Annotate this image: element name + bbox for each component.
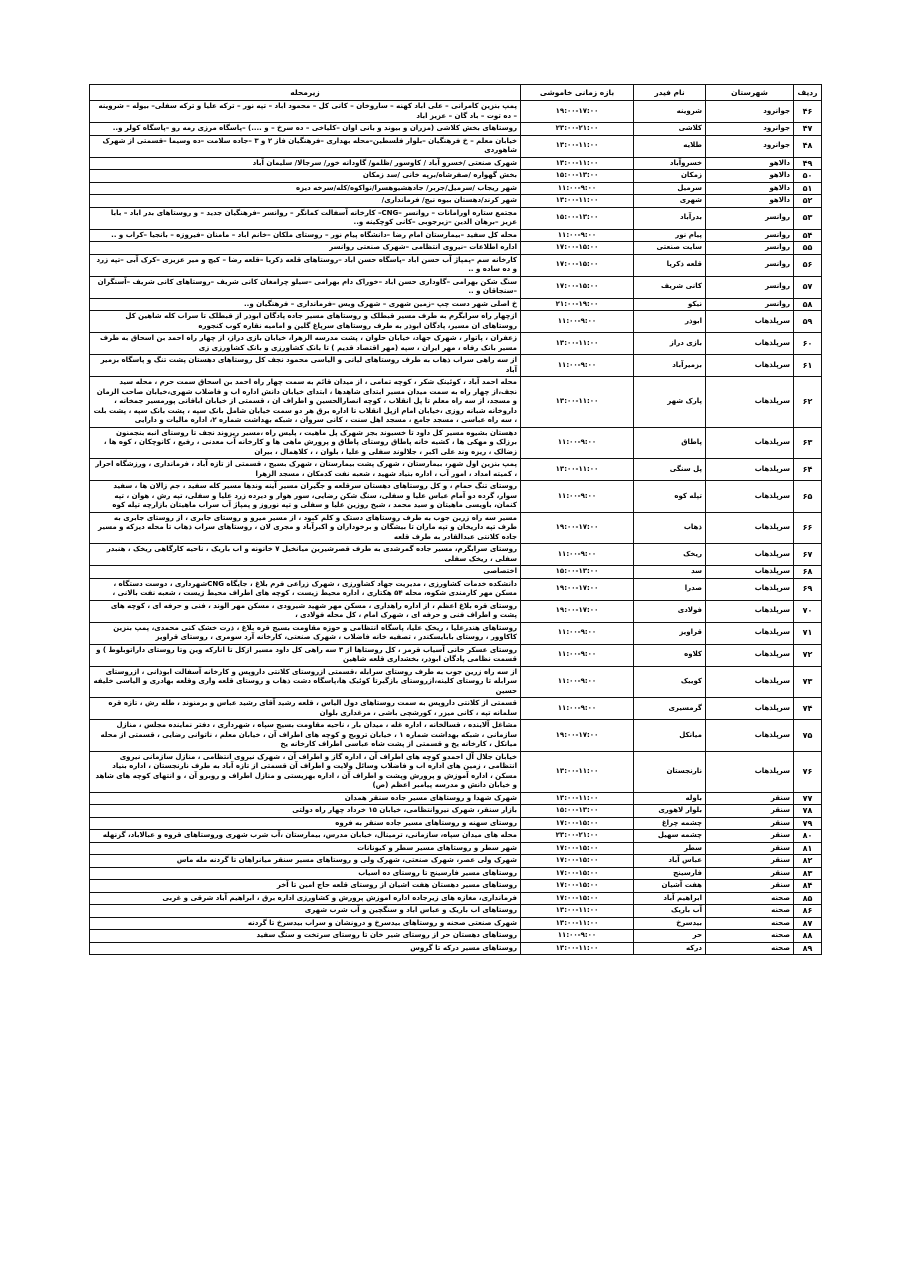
row-number-cell: ۸۹ (794, 942, 822, 955)
area-cell: روستای سرابگرم، مسیر جاده گمرشدی به طرف قصرشیرین میانخیل ۷ خانونه و اب باریک ، ناحیه کارگاهی ریخک ، هنبدر سفلی ، ریخک سفلی (90, 544, 521, 566)
area-cell: کارخانه سم –پمپاژ آب حسن اباد –پاسگاه حسن اباد –روستاهای قلعه ذکریا –قلعه رضا – کیچ و میر عزیزی –کرک آبی –تپه زرد و ده ساده و .. (90, 254, 521, 276)
city-cell: سرپلذهاب (706, 566, 794, 579)
table-row (90, 195, 822, 208)
outage-time-cell: ۱۷:۰۰-۱۵:۰۰ (521, 892, 634, 905)
feeder-cell: میانکل (634, 720, 706, 752)
city-cell: روانسر (706, 276, 794, 298)
row-number-cell: ۶۷ (794, 544, 822, 566)
feeder-cell: بیدسرخ (634, 917, 706, 930)
city-cell: سرپلذهاب (706, 622, 794, 644)
city-cell: سنقر (706, 817, 794, 830)
city-cell: دالاهو (706, 182, 794, 195)
city-cell: سرپلذهاب (706, 333, 794, 355)
area-cell: زعفران ، پاتوار ، شهرک جهاد، خیابان حلوان ، پشت مدرسه الزهرا، خیابان بازی دراز، از چهار راه احمد بن اسحاق به طرف مسیر بانک رفاه ، مهر ایران ، سپه (مهر اقتصاد قدیم ) تا بانک کشاورزی و بانک کشاورزی زی (90, 333, 521, 355)
city-cell: روانسر (706, 298, 794, 311)
city-cell: سنقر (706, 792, 794, 805)
outage-time-cell: ۱۳:۰۰-۱۱:۰۰ (521, 751, 634, 792)
row-number-cell: ۷۸ (794, 805, 822, 818)
feeder-cell: قراویز (634, 622, 706, 644)
area-cell: روستاهای اب باریک و عباس اباد و سنگچین و آب شرب شهری (90, 905, 521, 918)
outage-time-cell: ۲۳:۰۰-۲۱:۰۰ (521, 123, 634, 136)
outage-time-cell: ۱۳:۰۰-۱۱:۰۰ (521, 459, 634, 481)
table-row (90, 930, 822, 943)
outage-time-cell: ۱۷:۰۰-۱۵:۰۰ (521, 855, 634, 868)
row-number-cell: ۵۹ (794, 311, 822, 333)
area-cell: مشاغل آلاینده ، قسالخانه ، اداره غله ، میدان بار ، ناحیه مقاومت بسیج سپاه ، شهرداری ، دفتر نماینده مجلس ، منازل سازمانی ، شبکه بهداشت شماره ۱ ، خیابان تروبج و کوچه های اطراف آن ، خیابان معلم ، ناتوانی رضایی ، قسمتی از محله میانکل ، کارخانه یخ و قسمتی از پشت شاه عباسی اطراف کارخانه یخ (90, 720, 521, 752)
outage-time-cell: ۱۱:۰۰-۹:۰۰ (521, 544, 634, 566)
table-row (90, 544, 822, 566)
table-row (90, 666, 822, 698)
city-cell: روانسر (706, 254, 794, 276)
feeder-cell: بدرآباد (634, 207, 706, 229)
row-number-cell: ۸۳ (794, 867, 822, 880)
city-cell: سرپلذهاب (706, 459, 794, 481)
feeder-cell: شروینه (634, 101, 706, 123)
row-number-cell: ۴۶ (794, 101, 822, 123)
row-number-cell: ۸۱ (794, 842, 822, 855)
area-cell: بخش گهواره /صفرشاه/برپه خانی /سد زمکان (90, 170, 521, 183)
city-cell: صحنه (706, 905, 794, 918)
outage-table (89, 84, 822, 955)
area-cell: خیابان جلال آل احمدو کوچه های اطراف آن ، اداره گاز و اطراف آن ، شهرک نیروی انتظامی ، منازل سازمانی نیروی انتظامی ، زمین های اداره اب و فاضلاب وسائل ولایت و اطراف آن قسمتی از تازه آباد به طرف نارنجستان ، اداره بنیاد مسکن ، اداره آموزش و پرورش وپشت و اطراف آن ، اداره بهزیستی و منازل اطراف و روبرو آن ، و انتهای کوچه های شاهد و خیابان دانش و مدرسه پیامبر اعظم (ص) (90, 751, 521, 792)
table-row (90, 459, 822, 481)
area-cell: اداره اطلاعات –نیروی انتظامی –شهرک صنعتی روانسر (90, 242, 521, 255)
area-cell: محله کل سفید –بیمارستان امام رضا –دانشگاه پیام نور – روستای ملکان –خانم اباد – مامنان –فیروزه – بانجیا –کراب و .. (90, 229, 521, 242)
outage-time-cell: ۱۷:۰۰-۱۵:۰۰ (521, 242, 634, 255)
outage-time-cell: ۱۳:۰۰-۱۱:۰۰ (521, 905, 634, 918)
table-row (90, 123, 822, 136)
area-cell: روستاهای دهستان حر از روستای شیر خان تا روستای سرتخت و سنگ سفید (90, 930, 521, 943)
area-cell: روستای تنگ حمام ، و کل روستاهای دهستان سرقلعه و جگیران مسیر آینه وندها مسیر کله سفید ، جم زالان ها ، سفید سوار، گرده دو آمام عباس علیا و سفلی، سنگ شکن رضایی، سور هوار و دیرده زرد علیا و سفلی، تپه رش ، هوان ، تپه کنمان، باویسی ماهیتان و سید محمد ، شیخ روزین علیا و سفلی و تپه نوروز و پمپاژ آب سراب ماهیتان بازارچه تپله کوه (90, 481, 521, 513)
table-row (90, 720, 822, 752)
area-cell: خ اصلی شهر دست چپ –زمین شهری – شهرک ویس –فرمانداری – فرهنگیان و.. (90, 298, 521, 311)
area-cell: شهر ریجاب /سرمیل/جربر/ جادهشیوهسرا/نواکوه/کله/سرخه دیزه (90, 182, 521, 195)
table-row (90, 182, 822, 195)
feeder-cell: پارک شهر (634, 377, 706, 428)
row-number-cell: ۶۱ (794, 355, 822, 377)
row-number-cell: ۴۹ (794, 157, 822, 170)
outage-time-cell: ۱۷:۰۰-۱۵:۰۰ (521, 867, 634, 880)
area-cell: ازچهار راه سرابگرم به طرف مسیر قبطلک و روستاهای مسیر جاده پادگان ابوذر از قبطلک تا سراب کله شاهین کل روستاهای ان مسیر، پادگان ابوذر به طرف روستاهای سرپاغ گلین و امامیه نقاره کوب کنجوره (90, 311, 521, 333)
area-cell: اختصاصی (90, 566, 521, 579)
area-cell: محله احمد آباد ، کوئینک شکر ، کوچه تمامی ، از میدان قائم به سمت چهار راه احمد بن اسحاق سمت حرم ، محله سید نجف،از چهار راه به سمت میدان مسیر ابتدای شاهدها ، ابتدای خیابان دانش اداره اب و فاضلاب شهری،خیابان صاحب الزمان و مسجد، از سه راه معلم تا پل انقلاب ، کوچه انصارالحسین و اطراف ان ، قسمتی از خیابان ابافانی پورمسیر جمخانه ، داروخانه شبانه روزی ،خیابان امام ازپل انقلاب تا اداره برق هر دو سمت خیابان شامل بانک سپه ، پشت بانک سپه ، پشت بلت ، سه راه عباسی ، مسجد جامع ، مسجد اهل سنت ، کانی سروان ، شبکه بهداشت شماره ۲، اداره مالیات و دارایی (90, 377, 521, 428)
outage-time-cell: ۱۳:۰۰-۱۱:۰۰ (521, 942, 634, 955)
table-row (90, 644, 822, 666)
area-cell: از سه راه زرین جوب به طرف روستای سرابله ،قسمتی ازروستای کلانتی داروپس و کارخانه آسفالت ابوذانی ، ازروستای سرابله تا روستای کلینه،ازروستای بازگیرتا کوئیک ها،پاسگاه دشت ذهاب و روستای قلعه واری وقلعه بهادری و الیاسی خلیفه حسین (90, 666, 521, 698)
table-row (90, 311, 822, 333)
area-cell: پمپ بنزین اول شهر، بیمارستان ، شهرک پشت بیمارستان ، شهرک بسیج ، قسمتی از تازه آباد ، فرمانداری ، ورزشگاه احرار ، کمیته امداد ، امور آب ، اداره بنیاد شهید ، شعبه نفت کدمکان ، مسجد الزهرا (90, 459, 521, 481)
feeder-cell: سرمیل (634, 182, 706, 195)
table-row (90, 254, 822, 276)
table-row (90, 566, 822, 579)
outage-time-cell: ۱۵:۰۰-۱۳:۰۰ (521, 566, 634, 579)
header-outage-time: بازه زمانی خاموشی (521, 85, 634, 101)
feeder-cell: نارنجستان (634, 751, 706, 792)
feeder-cell: کلاشی (634, 123, 706, 136)
table-row (90, 698, 822, 720)
row-number-cell: ۷۲ (794, 644, 822, 666)
table-row (90, 481, 822, 513)
row-number-cell: ۸۲ (794, 855, 822, 868)
city-cell: صحنه (706, 892, 794, 905)
outage-time-cell: ۱۱:۰۰-۹:۰۰ (521, 622, 634, 644)
header-city: شهرستان (706, 85, 794, 101)
row-number-cell: ۴۷ (794, 123, 822, 136)
table-row (90, 333, 822, 355)
feeder-cell: بزمیرآباد (634, 355, 706, 377)
city-cell: سرپلذهاب (706, 427, 794, 459)
table-row (90, 377, 822, 428)
outage-time-cell: ۱۱:۰۰-۹:۰۰ (521, 355, 634, 377)
city-cell: روانسر (706, 242, 794, 255)
row-number-cell: ۵۴ (794, 229, 822, 242)
feeder-cell: حر (634, 930, 706, 943)
city-cell: سنقر (706, 855, 794, 868)
feeder-cell: بلوار لاهوری (634, 805, 706, 818)
area-cell: از سه راهی سراب ذهاب به طرف روستاهای لیانی و الیاسی محمود نجف کل روستاهای دهستان پشت تنگ و پاسگاه بزمیر آباد (90, 355, 521, 377)
city-cell: سرپلذهاب (706, 644, 794, 666)
header-area: زیرمحله (90, 85, 521, 101)
row-number-cell: ۶۴ (794, 459, 822, 481)
table-row (90, 830, 822, 843)
table-row (90, 135, 822, 157)
area-cell: دانشکده خدمات کشاورزی ، مدیریت جهاد کشاورزی ، شهرک زراعی فرم بلاغ ، جایگاه CNGشهرداری ، دوست دستگاه ، مسکن مهر کارمندی شکوه، محله ۵۴ هکتاری ، اداره محیط زیست ، کوچه های اطراف محیط زیست ، شعبه نفت بالانی ، (90, 578, 521, 600)
feeder-cell: صدرا (634, 578, 706, 600)
outage-time-cell: ۱۷:۰۰-۱۵:۰۰ (521, 254, 634, 276)
feeder-cell: سطر (634, 842, 706, 855)
table-body (90, 101, 822, 955)
table-row (90, 298, 822, 311)
row-number-cell: ۵۷ (794, 276, 822, 298)
area-cell: روستای قره بلاغ اعظم ، از اداره راهداری ، مسکن مهر شهید شیرودی ، مسکن مهر الوند ، فنی و حرفه ای ، کوچه های پشت و اطراف فنی و حرفه ای ، شهرک امام ، کل محله فولادی ، (90, 600, 521, 622)
city-cell: سنقر (706, 805, 794, 818)
city-cell: سرپلذهاب (706, 720, 794, 752)
area-cell: مسیر سه راه زرین جوب به طرف روستاهای دستک و کلم کبود ، از مسیر میرو و روستای جابری ، از روستای جابری به طرف تپه داریخان و تپه ماران تا بیشگان و برخوداران و اکبرآباد و مجری لان ، روستاهای سراب ذهاب تا محله دیزکه و مسیر جاده کلانتی عبدالقادر به طرف قلعه (90, 512, 521, 544)
area-cell: روستاهای مسیر دهستان هفت اشیان از روستای قلعه حاج امین تا آخر (90, 880, 521, 893)
area-cell: روستاهای بخش کلاشی (مزران و بیوند و بانی اوان –کلیاخی – ده سرخ – و ....) –پاسگاه مرزی رمه رو –پاسگاه کولر و.. (90, 123, 521, 136)
table-row (90, 805, 822, 818)
outage-time-cell: ۱۱:۰۰-۹:۰۰ (521, 182, 634, 195)
outage-time-cell: ۱۷:۰۰-۱۵:۰۰ (521, 880, 634, 893)
outage-time-cell: ۱۹:۰۰-۱۷:۰۰ (521, 578, 634, 600)
row-number-cell: ۵۵ (794, 242, 822, 255)
city-cell: سرپلذهاب (706, 355, 794, 377)
feeder-cell: فارسینج (634, 867, 706, 880)
city-cell: صحنه (706, 917, 794, 930)
area-cell: شهرک صنعتی صحنه و روستاهای بیدسرخ و درونشان و سراب بیدسرخ تا گردنه (90, 917, 521, 930)
feeder-cell: پل سنگی (634, 459, 706, 481)
area-cell: شهرک شهدا و روستاهای مسیر جاده سنقر همدان (90, 792, 521, 805)
feeder-cell: آب باریک (634, 905, 706, 918)
header-row-number: ردیف (794, 85, 822, 101)
row-number-cell: ۷۴ (794, 698, 822, 720)
area-cell: محله های میدان سپاه، سازمانی، ترمینال، خیابان مدرس، بیمارستان ،آب شرب شهری وروستاهای قروه و عبالاباد، گزنهله (90, 830, 521, 843)
city-cell: سرپلذهاب (706, 698, 794, 720)
city-cell: سنقر (706, 880, 794, 893)
city-cell: صحنه (706, 942, 794, 955)
outage-time-cell: ۱۱:۰۰-۹:۰۰ (521, 644, 634, 666)
area-cell: قسمتی از کلانتی داروپس به سمت روستاهای دول الیاس ، قلعه رشید آقای رشید عباس و برمنوند ، طله رش ، تازه قره سلمانه تپه ، کانی میزر ، کورشچی باشی ، مرغداری بلوان (90, 698, 521, 720)
outage-time-cell: ۱۱:۰۰-۹:۰۰ (521, 930, 634, 943)
table-row (90, 942, 822, 955)
outage-time-cell: ۱۵:۰۰-۱۳:۰۰ (521, 207, 634, 229)
feeder-cell: چشمه سهیل (634, 830, 706, 843)
city-cell: جوانرود (706, 101, 794, 123)
table-row (90, 427, 822, 459)
feeder-cell: خسروآباد (634, 157, 706, 170)
city-cell: سرپلذهاب (706, 481, 794, 513)
feeder-cell: شهری (634, 195, 706, 208)
area-cell: پمپ بنزین کامرانی – علی اباد کهنه – ساروخان – کانی کل – محمود اباد – تپه نور – ترکه علیا و ترکه سفلی– بیوله – شروینه – ده توت – باد گان – عزیز اباد (90, 101, 521, 123)
city-cell: دالاهو (706, 157, 794, 170)
city-cell: دالاهو (706, 170, 794, 183)
row-number-cell: ۵۸ (794, 298, 822, 311)
outage-time-cell: ۱۳:۰۰-۱۱:۰۰ (521, 917, 634, 930)
city-cell: سرپلذهاب (706, 600, 794, 622)
outage-time-cell: ۱۳:۰۰-۱۱:۰۰ (521, 135, 634, 157)
table-row (90, 880, 822, 893)
feeder-cell: قلعه ذکریا (634, 254, 706, 276)
outage-time-cell: ۱۱:۰۰-۹:۰۰ (521, 427, 634, 459)
outage-time-cell: ۱۹:۰۰-۱۷:۰۰ (521, 600, 634, 622)
city-cell: جوانرود (706, 123, 794, 136)
city-cell: سرپلذهاب (706, 377, 794, 428)
row-number-cell: ۸۸ (794, 930, 822, 943)
row-number-cell: ۵۶ (794, 254, 822, 276)
table-row (90, 512, 822, 544)
header-feeder: نام فیدر (634, 85, 706, 101)
outage-time-cell: ۱۳:۰۰-۱۱:۰۰ (521, 377, 634, 428)
row-number-cell: ۸۴ (794, 880, 822, 893)
city-cell: سرپلذهاب (706, 666, 794, 698)
area-cell: دهستان بشیوه مسیر کل داود تا خسیوند بجز شهرک پل ماهیت ، پلیس راه ،مسیر ریزوند نجف تا روستای انبه بنجمنون برزلک و مهکی ها ، کشیه خانه پاطاق روستای پاطاق و پرورش ماهی ها و کارخانه آب معدنی ، رفیع ، کانوچکان ، کوه ها ، زضالک ، ریزه وند علی اکبر ، جلالوند سفلی و علیا ، بلوان ، ، کلاهمال ، بیران (90, 427, 521, 459)
city-cell: سرپلذهاب (706, 578, 794, 600)
area-cell: روستای عسکر خانی آسیاب قرمز ، کل روستاها از ۳ سه راهی کل داود مسیر ازکل تا انارکه وین وتا روستای داراتوبلوط ) و قسمت نظامی پادگان ابوذر، بخشداری قلعه شاهین (90, 644, 521, 666)
table-row (90, 276, 822, 298)
area-cell: روستای سهنه و روستاهای مسیر جاده سنقر به فروه (90, 817, 521, 830)
area-cell: فرمانداری، مغازه های زیرجاده اداره اموزش پرورش و کشاورزی اداره برق ، ابراهیم آباد شرقی و غربی (90, 892, 521, 905)
area-cell: روستاهای مسیر درکه تا گروس (90, 942, 521, 955)
table-row (90, 600, 822, 622)
feeder-cell: بازی دراز (634, 333, 706, 355)
outage-time-cell: ۱۹:۰۰-۱۷:۰۰ (521, 720, 634, 752)
table-row (90, 792, 822, 805)
city-cell: روانسر (706, 229, 794, 242)
row-number-cell: ۵۳ (794, 207, 822, 229)
row-number-cell: ۷۰ (794, 600, 822, 622)
table-row (90, 817, 822, 830)
city-cell: سنقر (706, 842, 794, 855)
feeder-cell: نیکو (634, 298, 706, 311)
outage-time-cell: ۱۳:۰۰-۱۱:۰۰ (521, 157, 634, 170)
row-number-cell: ۶۵ (794, 481, 822, 513)
table-row (90, 855, 822, 868)
table-row (90, 242, 822, 255)
table-row (90, 917, 822, 930)
outage-time-cell: ۱۳:۰۰-۱۱:۰۰ (521, 792, 634, 805)
outage-schedule-sheet (90, 84, 822, 955)
row-number-cell: ۵۰ (794, 170, 822, 183)
table-row (90, 842, 822, 855)
city-cell: سنقر (706, 830, 794, 843)
outage-time-cell: ۱۱:۰۰-۹:۰۰ (521, 481, 634, 513)
city-cell: صحنه (706, 930, 794, 943)
table-row (90, 229, 822, 242)
city-cell: سرپلذهاب (706, 311, 794, 333)
outage-time-cell: ۱۱:۰۰-۹:۰۰ (521, 229, 634, 242)
row-number-cell: ۷۳ (794, 666, 822, 698)
table-row (90, 170, 822, 183)
city-cell: دالاهو (706, 195, 794, 208)
feeder-cell: باوله (634, 792, 706, 805)
feeder-cell: کوییک (634, 666, 706, 698)
area-cell: خیابان معلم – خ فرهنگیان –بلوار فلسطین–محله بهداری –فرهنگیان فاز ۲ و ۳ –جاده سلامت –ده وسیما –قسمتی از شهرک شاهوردی (90, 135, 521, 157)
feeder-cell: ذهاب (634, 512, 706, 544)
area-cell: روستاهای مسیر فارسینج تا روستای ده اسیاب (90, 867, 521, 880)
area-cell: شهرک صنعتی /خسرو آباد / کاوسور /ظلمو/ گاودانه خور/ سرجالا/ سلیمان آباد (90, 157, 521, 170)
outage-time-cell: ۱۳:۰۰-۱۱:۰۰ (521, 195, 634, 208)
outage-time-cell: ۱۱:۰۰-۹:۰۰ (521, 666, 634, 698)
table-row (90, 207, 822, 229)
outage-time-cell: ۱۷:۰۰-۱۵:۰۰ (521, 842, 634, 855)
row-number-cell: ۶۲ (794, 377, 822, 428)
area-cell: شهر کرند/دهستان بیوه نیج/ فرمانداری/ (90, 195, 521, 208)
row-number-cell: ۷۵ (794, 720, 822, 752)
row-number-cell: ۷۶ (794, 751, 822, 792)
outage-time-cell: ۱۵:۰۰-۱۳:۰۰ (521, 170, 634, 183)
feeder-cell: کانی شریف (634, 276, 706, 298)
feeder-cell: ابوذر (634, 311, 706, 333)
outage-time-cell: ۱۳:۰۰-۱۱:۰۰ (521, 333, 634, 355)
table-row (90, 867, 822, 880)
table-row (90, 157, 822, 170)
area-cell: شهرک ولی عصر، شهرک صنعتی، شهرک ولی و روستاهای مسیر سنقر میانراهان تا گردنه مله ماس (90, 855, 521, 868)
city-cell: سرپلذهاب (706, 512, 794, 544)
feeder-cell: پیام نور (634, 229, 706, 242)
city-cell: سرپلذهاب (706, 751, 794, 792)
table-row (90, 578, 822, 600)
feeder-cell: زمکان (634, 170, 706, 183)
area-cell: مجتمع ستاره اورامانات – روانسر –CNG– کارخانه آسفالت کمانگر – روانسر –فرهنگیان جدید – و روستاهای بدر اباد – بابا عزیز –برهان الدین –زیرجوبی –کانی کوچکینه و.. (90, 207, 521, 229)
table-header-row (90, 85, 822, 101)
row-number-cell: ۸۵ (794, 892, 822, 905)
feeder-cell: سد (634, 566, 706, 579)
table-row (90, 892, 822, 905)
outage-time-cell: ۲۳:۰۰-۲۱:۰۰ (521, 830, 634, 843)
feeder-cell: طلایه (634, 135, 706, 157)
city-cell: سرپلذهاب (706, 544, 794, 566)
feeder-cell: هفت آشیان (634, 880, 706, 893)
row-number-cell: ۴۸ (794, 135, 822, 157)
outage-time-cell: ۱۹:۰۰-۱۷:۰۰ (521, 512, 634, 544)
area-cell: روستاهای هندرعلیا ، ریخک علیا، پاسگاه انتظامی و حوزه مقاومت بسیج قره بلاغ ، ذرت خشک کنی محمدی، پمپ بنزین کاکاوور ، روستای بابایسکندر ، تصفیه خانه فاضلاب ، شهرک صنعتی، کارخانه آرد سومری ، روستای قراویز (90, 622, 521, 644)
row-number-cell: ۶۳ (794, 427, 822, 459)
row-number-cell: ۶۰ (794, 333, 822, 355)
feeder-cell: درکه (634, 942, 706, 955)
row-number-cell: ۶۶ (794, 512, 822, 544)
table-row (90, 101, 822, 123)
outage-time-cell: ۱۷:۰۰-۱۵:۰۰ (521, 817, 634, 830)
row-number-cell: ۸۷ (794, 917, 822, 930)
row-number-cell: ۷۹ (794, 817, 822, 830)
row-number-cell: ۶۸ (794, 566, 822, 579)
row-number-cell: ۵۲ (794, 195, 822, 208)
row-number-cell: ۷۷ (794, 792, 822, 805)
feeder-cell: ریخک (634, 544, 706, 566)
city-cell: جوانرود (706, 135, 794, 157)
outage-time-cell: ۱۱:۰۰-۹:۰۰ (521, 311, 634, 333)
feeder-cell: چشمه چراغ (634, 817, 706, 830)
table-row (90, 355, 822, 377)
table-row (90, 905, 822, 918)
city-cell: سنقر (706, 867, 794, 880)
outage-time-cell: ۱۹:۰۰-۱۷:۰۰ (521, 101, 634, 123)
outage-time-cell: ۱۷:۰۰-۱۵:۰۰ (521, 276, 634, 298)
outage-time-cell: ۱۱:۰۰-۹:۰۰ (521, 698, 634, 720)
row-number-cell: ۶۹ (794, 578, 822, 600)
area-cell: بازار سنقر، شهرک نیروانتظامی، خیابان ۱۵ خرداد چهار راه دولتی (90, 805, 521, 818)
row-number-cell: ۷۱ (794, 622, 822, 644)
feeder-cell: تپله کوه (634, 481, 706, 513)
feeder-cell: سایت صنعتی (634, 242, 706, 255)
area-cell: سنگ شکن بهرامی –گاوداری حسن اباد –خوراک دام بهرامی –سیلو چرامغان کانی شریف –روستاهای کانی شریف –آسنگران –سنجاقان و .. (90, 276, 521, 298)
outage-time-cell: ۲۱:۰۰-۱۹:۰۰ (521, 298, 634, 311)
feeder-cell: پاطاق (634, 427, 706, 459)
feeder-cell: ابراهیم آباد (634, 892, 706, 905)
table-row (90, 751, 822, 792)
table-row (90, 622, 822, 644)
row-number-cell: ۸۰ (794, 830, 822, 843)
row-number-cell: ۸۶ (794, 905, 822, 918)
feeder-cell: عباس آباد (634, 855, 706, 868)
feeder-cell: گرمسیری (634, 698, 706, 720)
feeder-cell: کلاوه (634, 644, 706, 666)
feeder-cell: فولادی (634, 600, 706, 622)
city-cell: روانسر (706, 207, 794, 229)
outage-time-cell: ۱۵:۰۰-۱۳:۰۰ (521, 805, 634, 818)
row-number-cell: ۵۱ (794, 182, 822, 195)
area-cell: شهر سطر و روستاهای مسیر سطر و کیونانات (90, 842, 521, 855)
